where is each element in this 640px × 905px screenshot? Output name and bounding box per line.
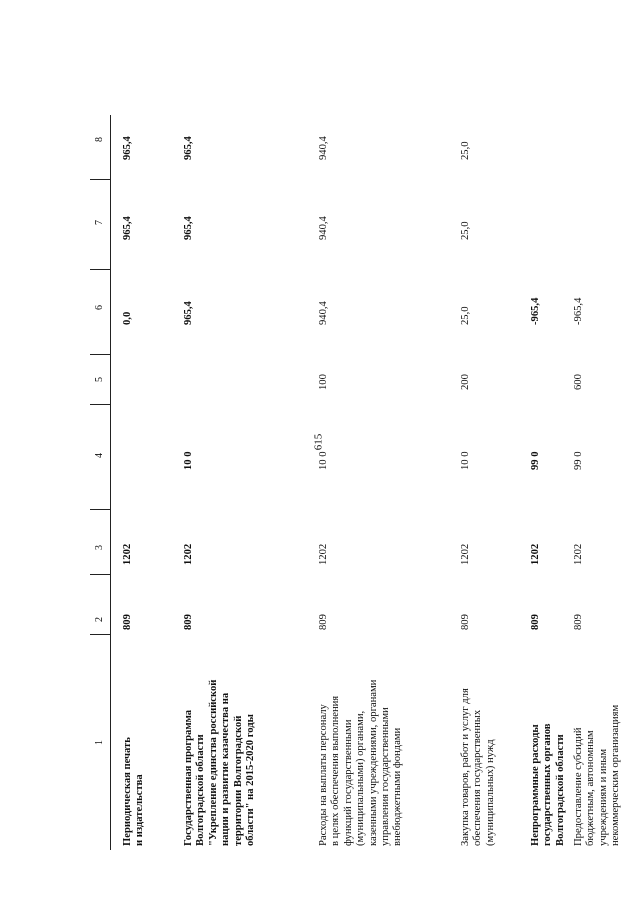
col-divider (90, 269, 110, 270)
row-name (122, 636, 147, 846)
row-name-line: в целях обеспечения выполнения (330, 695, 342, 846)
cell-col-8: 965,4 (183, 136, 194, 160)
cell-col-5: 200 (460, 374, 471, 390)
row-name-line: Предоставление субсидий (573, 727, 584, 846)
row-name-line: управления государственными (380, 707, 392, 846)
row-name-line: (муниципальных) нужд (484, 739, 496, 846)
cell-col-3: 1202 (183, 543, 194, 565)
row-name-line: и издательства (134, 774, 146, 846)
col-header-6: 6 (94, 305, 105, 310)
col-divider (90, 404, 110, 405)
row-name (183, 636, 257, 846)
table-header (90, 115, 111, 850)
cell-col-8: 25,0 (460, 141, 471, 160)
cell-col-7: 25,0 (460, 221, 471, 240)
row-name-line: Расходы на выплаты персоналу (318, 704, 329, 846)
col-divider (90, 634, 110, 635)
cell-col-2: 809 (530, 614, 541, 630)
cell-col-6: -965,4 (573, 297, 584, 325)
cell-col-6: 0,0 (122, 311, 133, 325)
cell-col-7: 940,4 (318, 216, 329, 240)
row-name-line: Волгоградской области (195, 734, 207, 846)
cell-col-7: 965,4 (122, 216, 133, 240)
cell-col-2: 809 (183, 614, 194, 630)
cell-col-3: 1202 (318, 543, 329, 565)
col-header-3: 3 (94, 545, 105, 550)
row-name-line: Периодическая печать (122, 737, 133, 846)
cell-col-2: 809 (573, 614, 584, 630)
cell-col-4: 10 0 (460, 451, 471, 470)
cell-col-8: 940,4 (318, 136, 329, 160)
cell-col-4: 99 0 (573, 451, 584, 470)
col-divider (90, 574, 110, 575)
cell-col-6: 25,0 (460, 306, 471, 325)
col-header-2: 2 (94, 617, 105, 622)
cell-col-2: 809 (318, 614, 329, 630)
cell-col-6: 965,4 (183, 301, 194, 325)
cell-col-3: 1202 (122, 543, 133, 565)
row-name-line: функций государственными (342, 719, 354, 846)
row-name (573, 636, 623, 846)
cell-col-7: 965,4 (183, 216, 194, 240)
col-divider (90, 179, 110, 180)
row-name-line: государственных органов (542, 723, 554, 846)
row-name-line: нации и развитие казачества на (220, 692, 232, 846)
row-name-line: бюджетным, автономным (585, 730, 597, 846)
rotated-table (90, 115, 630, 850)
col-header-4: 4 (94, 453, 105, 458)
cell-col-6: -965,4 (530, 297, 541, 325)
col-header-8: 8 (94, 137, 105, 142)
col-divider (90, 509, 110, 510)
col-divider (90, 354, 110, 355)
row-name-line: обеспечения государственных (472, 709, 484, 846)
cell-col-2: 809 (122, 614, 133, 630)
row-name-line: "Укрепление единства российской (207, 679, 219, 846)
cell-col-5: 100 (318, 374, 329, 390)
col-header-5: 5 (94, 377, 105, 382)
row-name-line: Государственная программа (183, 709, 194, 846)
cell-col-3: 1202 (460, 543, 471, 565)
cell-col-4: 99 0 (530, 451, 541, 470)
cell-col-6: 940,4 (318, 301, 329, 325)
row-name-line: Закупка товаров, работ и услуг для (460, 688, 471, 846)
row-name-line: (муниципальными) органами, (355, 710, 367, 846)
row-name-line: внебюджетными фондами (392, 727, 404, 846)
cell-col-3: 1202 (530, 543, 541, 565)
row-name-line: Непрограммные расходы (530, 724, 541, 846)
cell-col-2: 809 (460, 614, 471, 630)
row-name-line: области" на 2015-2020 годы (245, 714, 257, 846)
col-header-7: 7 (94, 220, 105, 225)
cell-col-5: 600 (573, 374, 584, 390)
col-header-1: 1 (94, 740, 105, 745)
row-name (530, 636, 567, 846)
row-name-line: территории Волгоградской (232, 715, 244, 846)
row-name-line: учреждениям и иным (597, 748, 609, 846)
row-name-line: Волгоградской области (554, 734, 566, 846)
page-number: 615 (312, 433, 325, 451)
row-name (318, 636, 405, 846)
cell-col-4: 10 0 (183, 451, 194, 470)
cell-col-8: 965,4 (122, 136, 133, 160)
row-name-line: некоммерческим организациям (610, 704, 622, 846)
cell-col-4: 10 0 (318, 451, 329, 470)
row-name (460, 636, 497, 846)
cell-col-3: 1202 (573, 543, 584, 565)
row-name-line: казенными учреждениями, органами (367, 679, 379, 846)
